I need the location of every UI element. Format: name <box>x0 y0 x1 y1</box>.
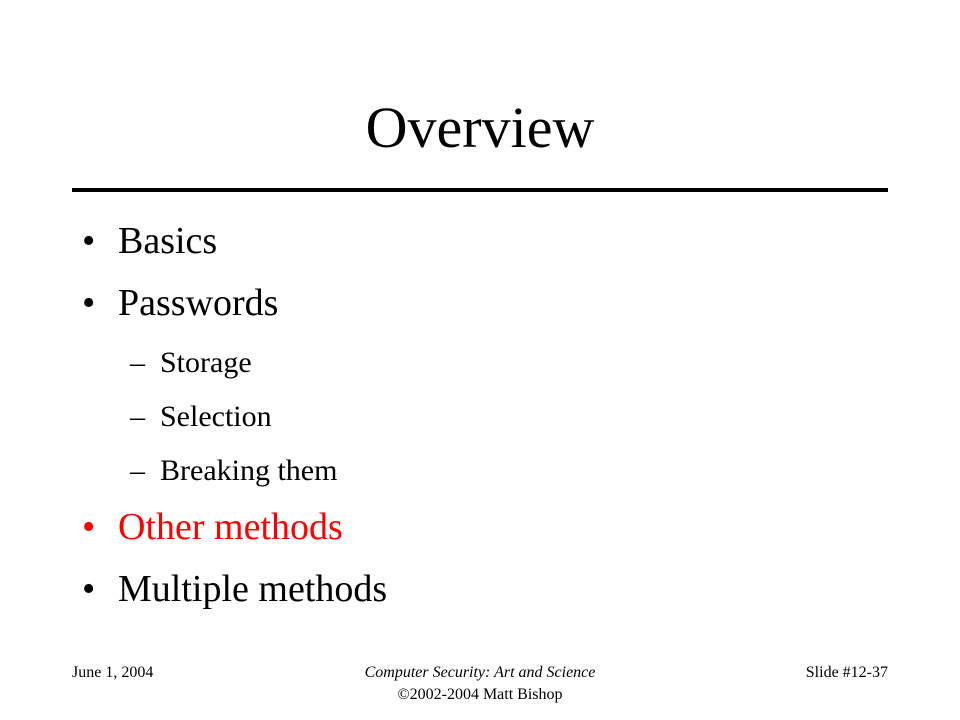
bullet-icon: • <box>82 220 96 262</box>
dash-icon: – <box>130 454 145 487</box>
sub-item-label: Storage <box>160 346 252 379</box>
bullet-item-multiple-methods <box>82 560 882 622</box>
dash-icon: – <box>130 400 145 433</box>
sub-item-selection <box>82 390 882 444</box>
title-divider <box>72 188 888 192</box>
bullet-icon: • <box>82 568 96 610</box>
bullet-item-other-methods <box>82 498 882 560</box>
bullet-icon: • <box>82 282 96 324</box>
slide-title: Overview <box>365 95 595 160</box>
sub-item-label: Selection <box>160 400 272 433</box>
copyright-text: ©2002-2004 Matt Bishop <box>397 686 563 703</box>
dash-icon: – <box>130 346 145 379</box>
footer-course <box>280 662 680 706</box>
bullet-label: Passwords <box>118 282 279 324</box>
sub-item-storage <box>82 336 882 390</box>
bullet-label: Basics <box>118 220 218 262</box>
bullet-item-basics <box>82 212 882 274</box>
footer-date: June 1, 2004 <box>72 664 154 681</box>
bullet-label: Other methods <box>118 506 343 548</box>
bullet-item-passwords <box>82 274 882 336</box>
bullet-icon: • <box>82 506 96 548</box>
bullet-label: Multiple methods <box>118 568 388 610</box>
course-title: Computer Security: Art and Science <box>364 664 596 681</box>
slide-number: Slide #12-37 <box>805 664 888 681</box>
sub-item-breaking-them <box>82 444 882 498</box>
sub-item-label: Breaking them <box>160 454 338 487</box>
bullet-list <box>82 212 882 622</box>
